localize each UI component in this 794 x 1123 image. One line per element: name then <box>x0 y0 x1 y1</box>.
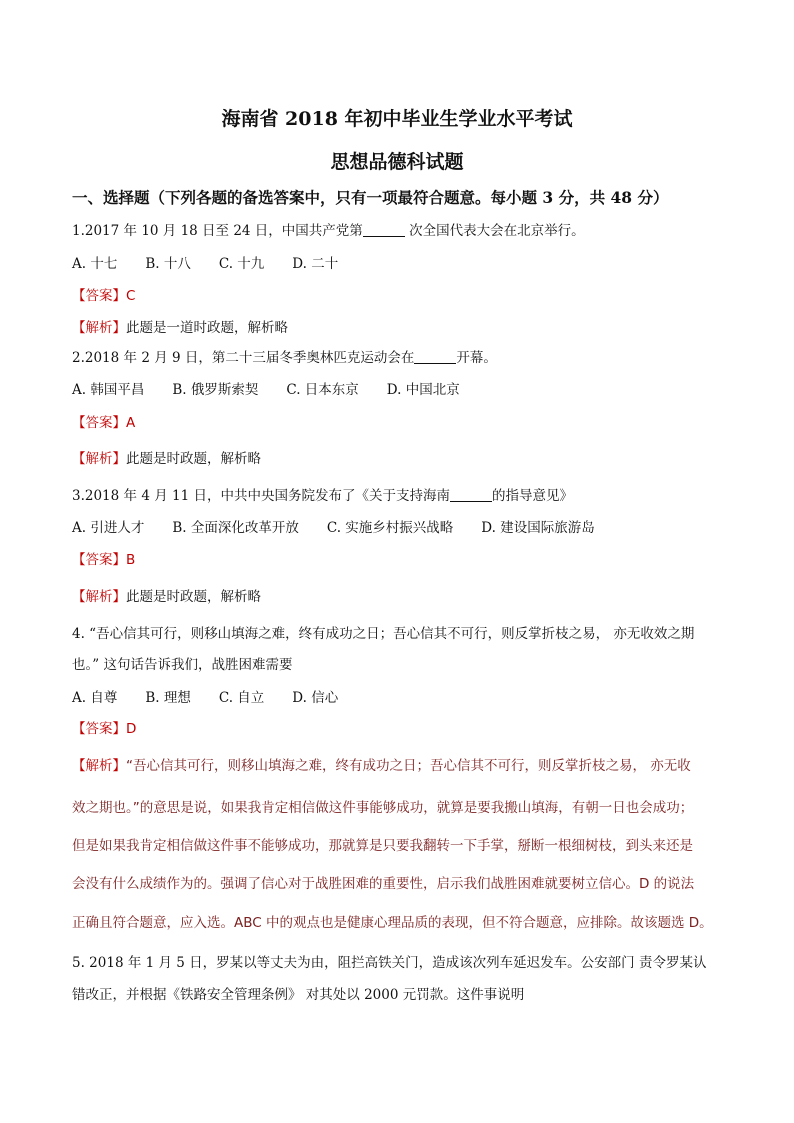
question-4-option-a: A. 自尊 <box>72 690 118 706</box>
question-1-stem-part-a: 1.2017 年 10 月 18 日至 24 日，中国共产党第 <box>72 223 363 239</box>
question-2-stem-part-a: 2.2018 年 2 月 9 日，第二十三届冬季奥林匹克运动会在 <box>72 350 415 366</box>
question-5-stem-line-2: 错改正，并根据《铁路安全管理条例》 对其处以 2000 元罚款。这件事说明 <box>72 987 525 1003</box>
page-subtitle: 思想品德科试题 <box>330 151 464 173</box>
question-3-stem-part-b: 的指导意见》 <box>491 488 573 504</box>
answer-tag: 【答案】 <box>72 552 126 568</box>
question-1-option-c: C. 十九 <box>218 256 265 272</box>
question-4-stem-line-2: 也。” 这句话告诉我们，战胜困难需要 <box>72 657 293 673</box>
question-1-blank <box>363 222 405 237</box>
question-2-option-d: D. 中国北京 <box>386 382 460 398</box>
question-2-option-c: C. 日本东京 <box>286 382 359 398</box>
question-1-stem-part-b: 次全国代表大会在北京举行。 <box>404 223 585 239</box>
question-1-analysis <box>72 316 288 336</box>
question-4-analysis-line-3: 但是如果我肯定相信做这件事不能够成功，那就算是只要我翻转一下手掌，掰断一根细树枝，到头来还是 <box>72 838 693 854</box>
analysis-tag: 【解析】 <box>72 451 126 467</box>
analysis-text: “吾心信其可行，则移山填海之难，终有成功之日；吾心信其不可行，则反掌折枝之易， 亦无收 <box>126 758 691 774</box>
question-3-answer <box>72 548 135 568</box>
analysis-text: 此题是时政题，解析略 <box>126 451 261 467</box>
question-1-options <box>72 252 366 272</box>
question-4-analysis-line-1 <box>72 754 691 774</box>
answer-tag: 【答案】 <box>72 721 126 737</box>
question-2-option-a: A. 韩国平昌 <box>72 382 145 398</box>
question-2-blank <box>414 349 456 364</box>
question-2-answer <box>72 411 135 431</box>
answer-tag: 【答案】 <box>72 288 126 304</box>
question-4-option-d: D. 信心 <box>292 690 339 706</box>
question-2-options <box>72 378 488 398</box>
question-1-option-d: D. 二十 <box>292 256 339 272</box>
answer-value: D <box>126 721 137 737</box>
question-3-option-b: B. 全面深化改革开放 <box>172 520 299 536</box>
section-heading: 一、选择题（下列各题的备选答案中，只有一项最符合题意。每小题 3 分，共 48 分） <box>72 188 669 207</box>
page-title: 海南省 2018 年初中毕业生学业水平考试 <box>221 108 573 130</box>
question-4-stem-line-1: 4. “吾心信其可行，则移山填海之难，终有成功之日；吾心信其不可行，则反掌折枝之易， 亦无收效之期 <box>72 626 695 642</box>
question-3-option-a: A. 引进人才 <box>72 520 145 536</box>
question-1-stem <box>72 219 585 239</box>
question-2-option-b: B. 俄罗斯索契 <box>172 382 259 398</box>
answer-value: B <box>126 552 136 568</box>
question-3-stem <box>72 484 573 504</box>
question-4-answer <box>72 717 136 737</box>
question-1-answer <box>72 284 135 304</box>
analysis-text: 此题是时政题，解析略 <box>126 589 261 605</box>
analysis-text: 此题是一道时政题，解析略 <box>126 320 288 336</box>
question-2-analysis <box>72 447 261 467</box>
question-3-option-c: C. 实施乡村振兴战略 <box>326 520 454 536</box>
answer-value: C <box>126 288 136 304</box>
question-3-blank <box>450 487 492 502</box>
question-1-option-b: B. 十八 <box>145 256 191 272</box>
question-4-option-b: B. 理想 <box>145 690 191 706</box>
question-1-option-a: A. 十七 <box>72 256 118 272</box>
question-4-analysis-line-5: 正确且符合题意，应入选。ABC 中的观点也是健康心理品质的表现，但不符合题意，应排除。故该题选 D。 <box>72 915 713 931</box>
analysis-tag: 【解析】 <box>72 589 126 605</box>
answer-value: A <box>126 415 136 431</box>
question-5-stem-line-1: 5. 2018 年 1 月 5 日，罗某以等丈夫为由，阻拦高铁关门，造成该次列车延迟发车。公安部门 责令罗某认 <box>72 955 707 971</box>
question-2-stem <box>72 346 497 366</box>
question-3-analysis <box>72 585 261 605</box>
question-3-stem-part-a: 3.2018 年 4 月 11 日，中共中央国务院发布了《关于支持海南 <box>72 488 450 504</box>
analysis-tag: 【解析】 <box>72 320 126 336</box>
analysis-tag: 【解析】 <box>72 758 126 774</box>
question-4-analysis-line-4: 会没有什么成绩作为的。强调了信心对于战胜困难的重要性，启示我们战胜困难就要树立信心。D 的说法 <box>72 876 695 892</box>
question-4-options <box>72 686 366 706</box>
question-2-stem-part-b: 开幕。 <box>456 350 497 366</box>
question-3-option-d: D. 建设国际旅游岛 <box>481 520 595 536</box>
answer-tag: 【答案】 <box>72 415 126 431</box>
question-3-options <box>72 516 623 536</box>
question-4-analysis-line-2: 效之期也。”的意思是说，如果我肯定相信做这件事能够成功，就算是要我搬山填海，有朝一日也会成功； <box>72 800 694 816</box>
question-4-option-c: C. 自立 <box>218 690 265 706</box>
